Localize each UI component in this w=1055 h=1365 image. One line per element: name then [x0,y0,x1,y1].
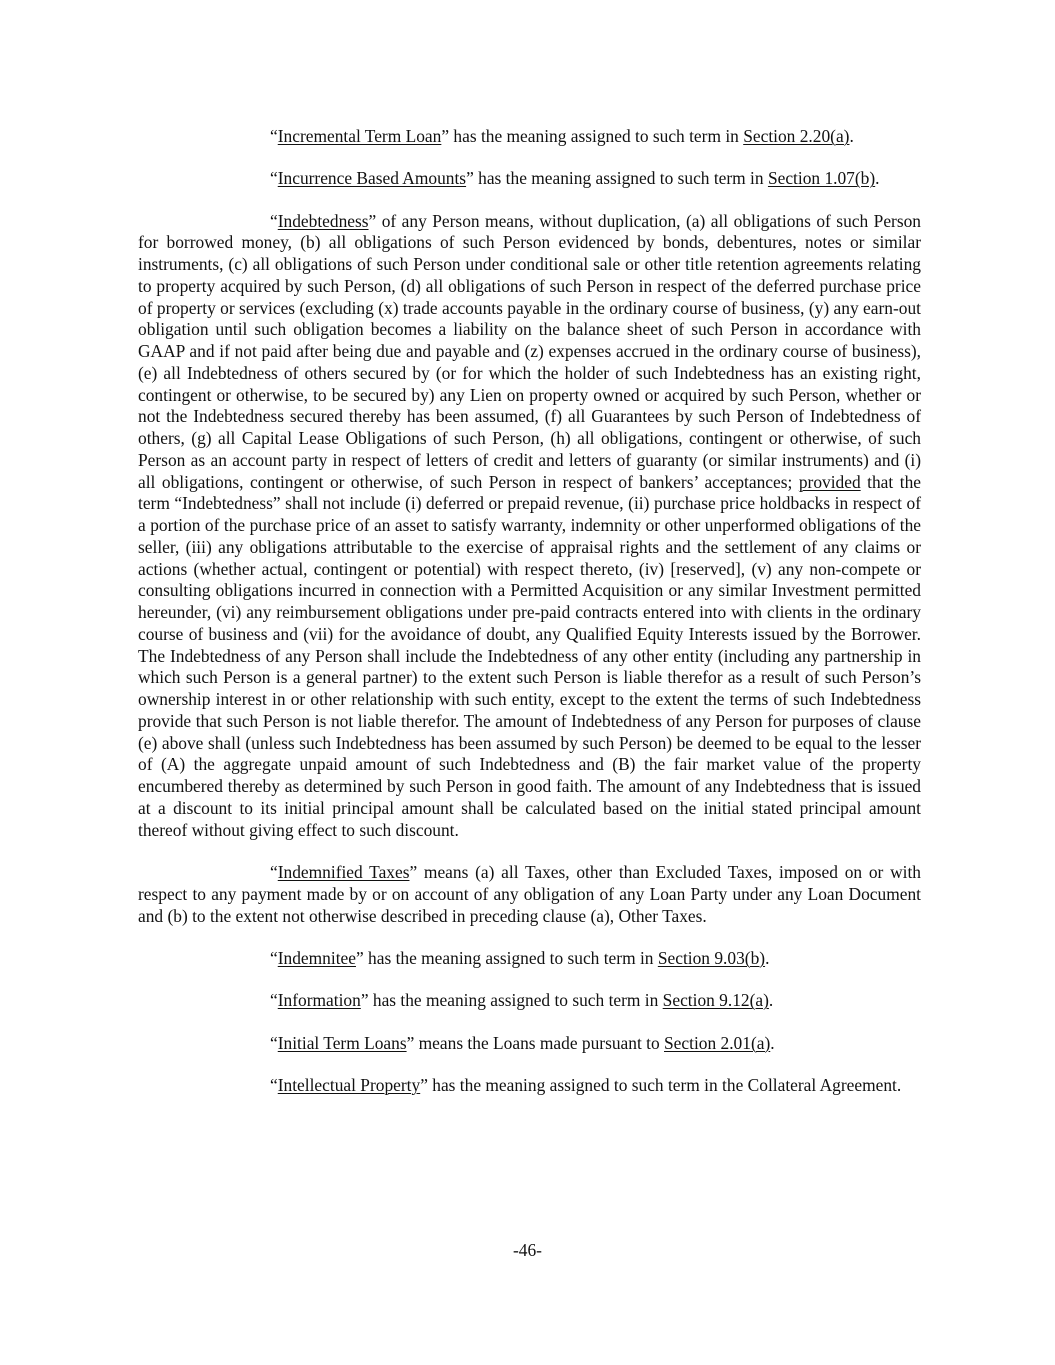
defined-term: Intellectual Property [277,1074,421,1095]
defined-term: Information [277,990,361,1011]
defined-term: Indebtedness [277,210,369,231]
defined-term: Incurrence Based Amounts [277,168,467,189]
definition-incremental-term-loan: “Incremental Term Loan” has the meaning assigned to such term in Section 2.20(a). [270,126,854,146]
defined-term: Indemnitee [277,947,356,968]
defined-term: Initial Term Loans [277,1032,407,1053]
definition-information: “Information” has the meaning assigned to such term in Section 9.12(a). [270,990,774,1011]
defined-term: Indemnified Taxes [277,862,410,883]
document-page [138,126,921,1097]
section-reference: Section 9.03(b) [657,947,766,968]
defined-term: Incremental Term Loan [277,126,442,146]
definition-initial-term-loans: “Initial Term Loans” means the Loans made pursuant to Section 2.01(a). [270,1032,775,1053]
provided-term: provided [798,471,861,492]
section-reference: Section 9.12(a) [662,990,769,1011]
definition-indemnified-taxes: “Indemnified Taxes” means (a) all Taxes, other than Excluded Taxes, imposed on or with respect to any payment made by or on account of any obligation of any Loan Party under any Loan Document and (b) to the extent not otherwise described in preceding clause (a), Other Taxes. [138,862,921,926]
definition-indebtedness: “Indebtedness” of any Person means, without duplication, (a) all obligations of such Person for borrowed money, (b) all obligations of such Person evidenced by bonds, debentures, notes or similar instruments, (c) all obligations of such Person under conditional sale or other title retention agreements relating to property acquired by such Person, (d) all obligations of such Person in respect of the deferred purchase price of property or services (excluding (x) trade accounts payable in the ordinary course of business, (y) any earn-out obligation until such obligation becomes a liability on the balance sheet of such Person in accordance with GAAP and if not paid after being due and payable and (z) expenses accrued in the ordinary course of business), (e) all Indebtedness of others secured by (or for which the holder of such Indebtedness has an existing right, contingent or otherwise, to be secured by) any Lien on property owned or acquired by such Person, whether or not the Indebtedness secured thereby has been assumed, (f) all Guarantees by such Person of Indebtedness of others, (g) all Capital Lease Obligations of such Person, (h) all obligations, contingent or otherwise, of such Person as an account party in respect of letters of credit and letters of guaranty (or similar instruments) and (i) all obligations, contingent or otherwise, of such Person in respect of bankers’ acceptances; provided that the term “Indebtedness” shall not include (i) deferred or prepaid revenue, (ii) purchase price holdbacks in respect of a portion of the purchase price of an asset to satisfy warranty, indemnity or other unperformed obligations of the seller, (iii) any obligations attributable to the exercise of appraisal rights and the settlement of any claims or actions (whether actual, contingent or potential) with respect thereto, (iv) [reserved], (v) any non-compete or consulting obligations incurred in connection with a Permitted Acquisition or any similar Investment permitted hereunder, (vi) any reimbursement obligations under pre-paid contracts entered into with clients in the ordinary course of business and (vii) for the avoidance of doubt, any Qualified Equity Interests issued by the Borrower. The Indebtedness of any Person shall include the Indebtedness of any other entity (including any partnership in which such Person is a general partner) to the extent such Person is liable therefor as a result of such Person’s ownership interest in or other relationship with such entity, except to the extent the terms of such Indebtedness provide that such Person is not liable therefor. The amount of Indebtedness of any Person for purposes of clause (e) above shall (unless such Indebtedness has been assumed by such Person) be deemed to be equal to the lesser of (A) the aggregate unpaid amount of such Indebtedness and (B) the fair market value of the property encumbered thereby as determined by such Person in good faith. The amount of any Indebtedness that is issued at a discount to its initial principal amount shall be calculated based on the initial stated principal amount thereof without giving effect to such discount. [138,210,921,840]
section-reference: Section 2.01(a) [664,1032,771,1053]
page-number: -46- [513,1240,542,1260]
definition-incurrence-based-amounts: “Incurrence Based Amounts” has the meaning assigned to such term in Section 1.07(b). [270,168,880,189]
definition-indemnitee: “Indemnitee” has the meaning assigned to such term in Section 9.03(b). [270,947,770,968]
section-reference: Section 2.20(a) [743,126,850,146]
definition-intellectual-property: “Intellectual Property” has the meaning assigned to such term in the Collateral Agreement. [270,1074,902,1095]
section-reference: Section 1.07(b) [767,168,876,189]
